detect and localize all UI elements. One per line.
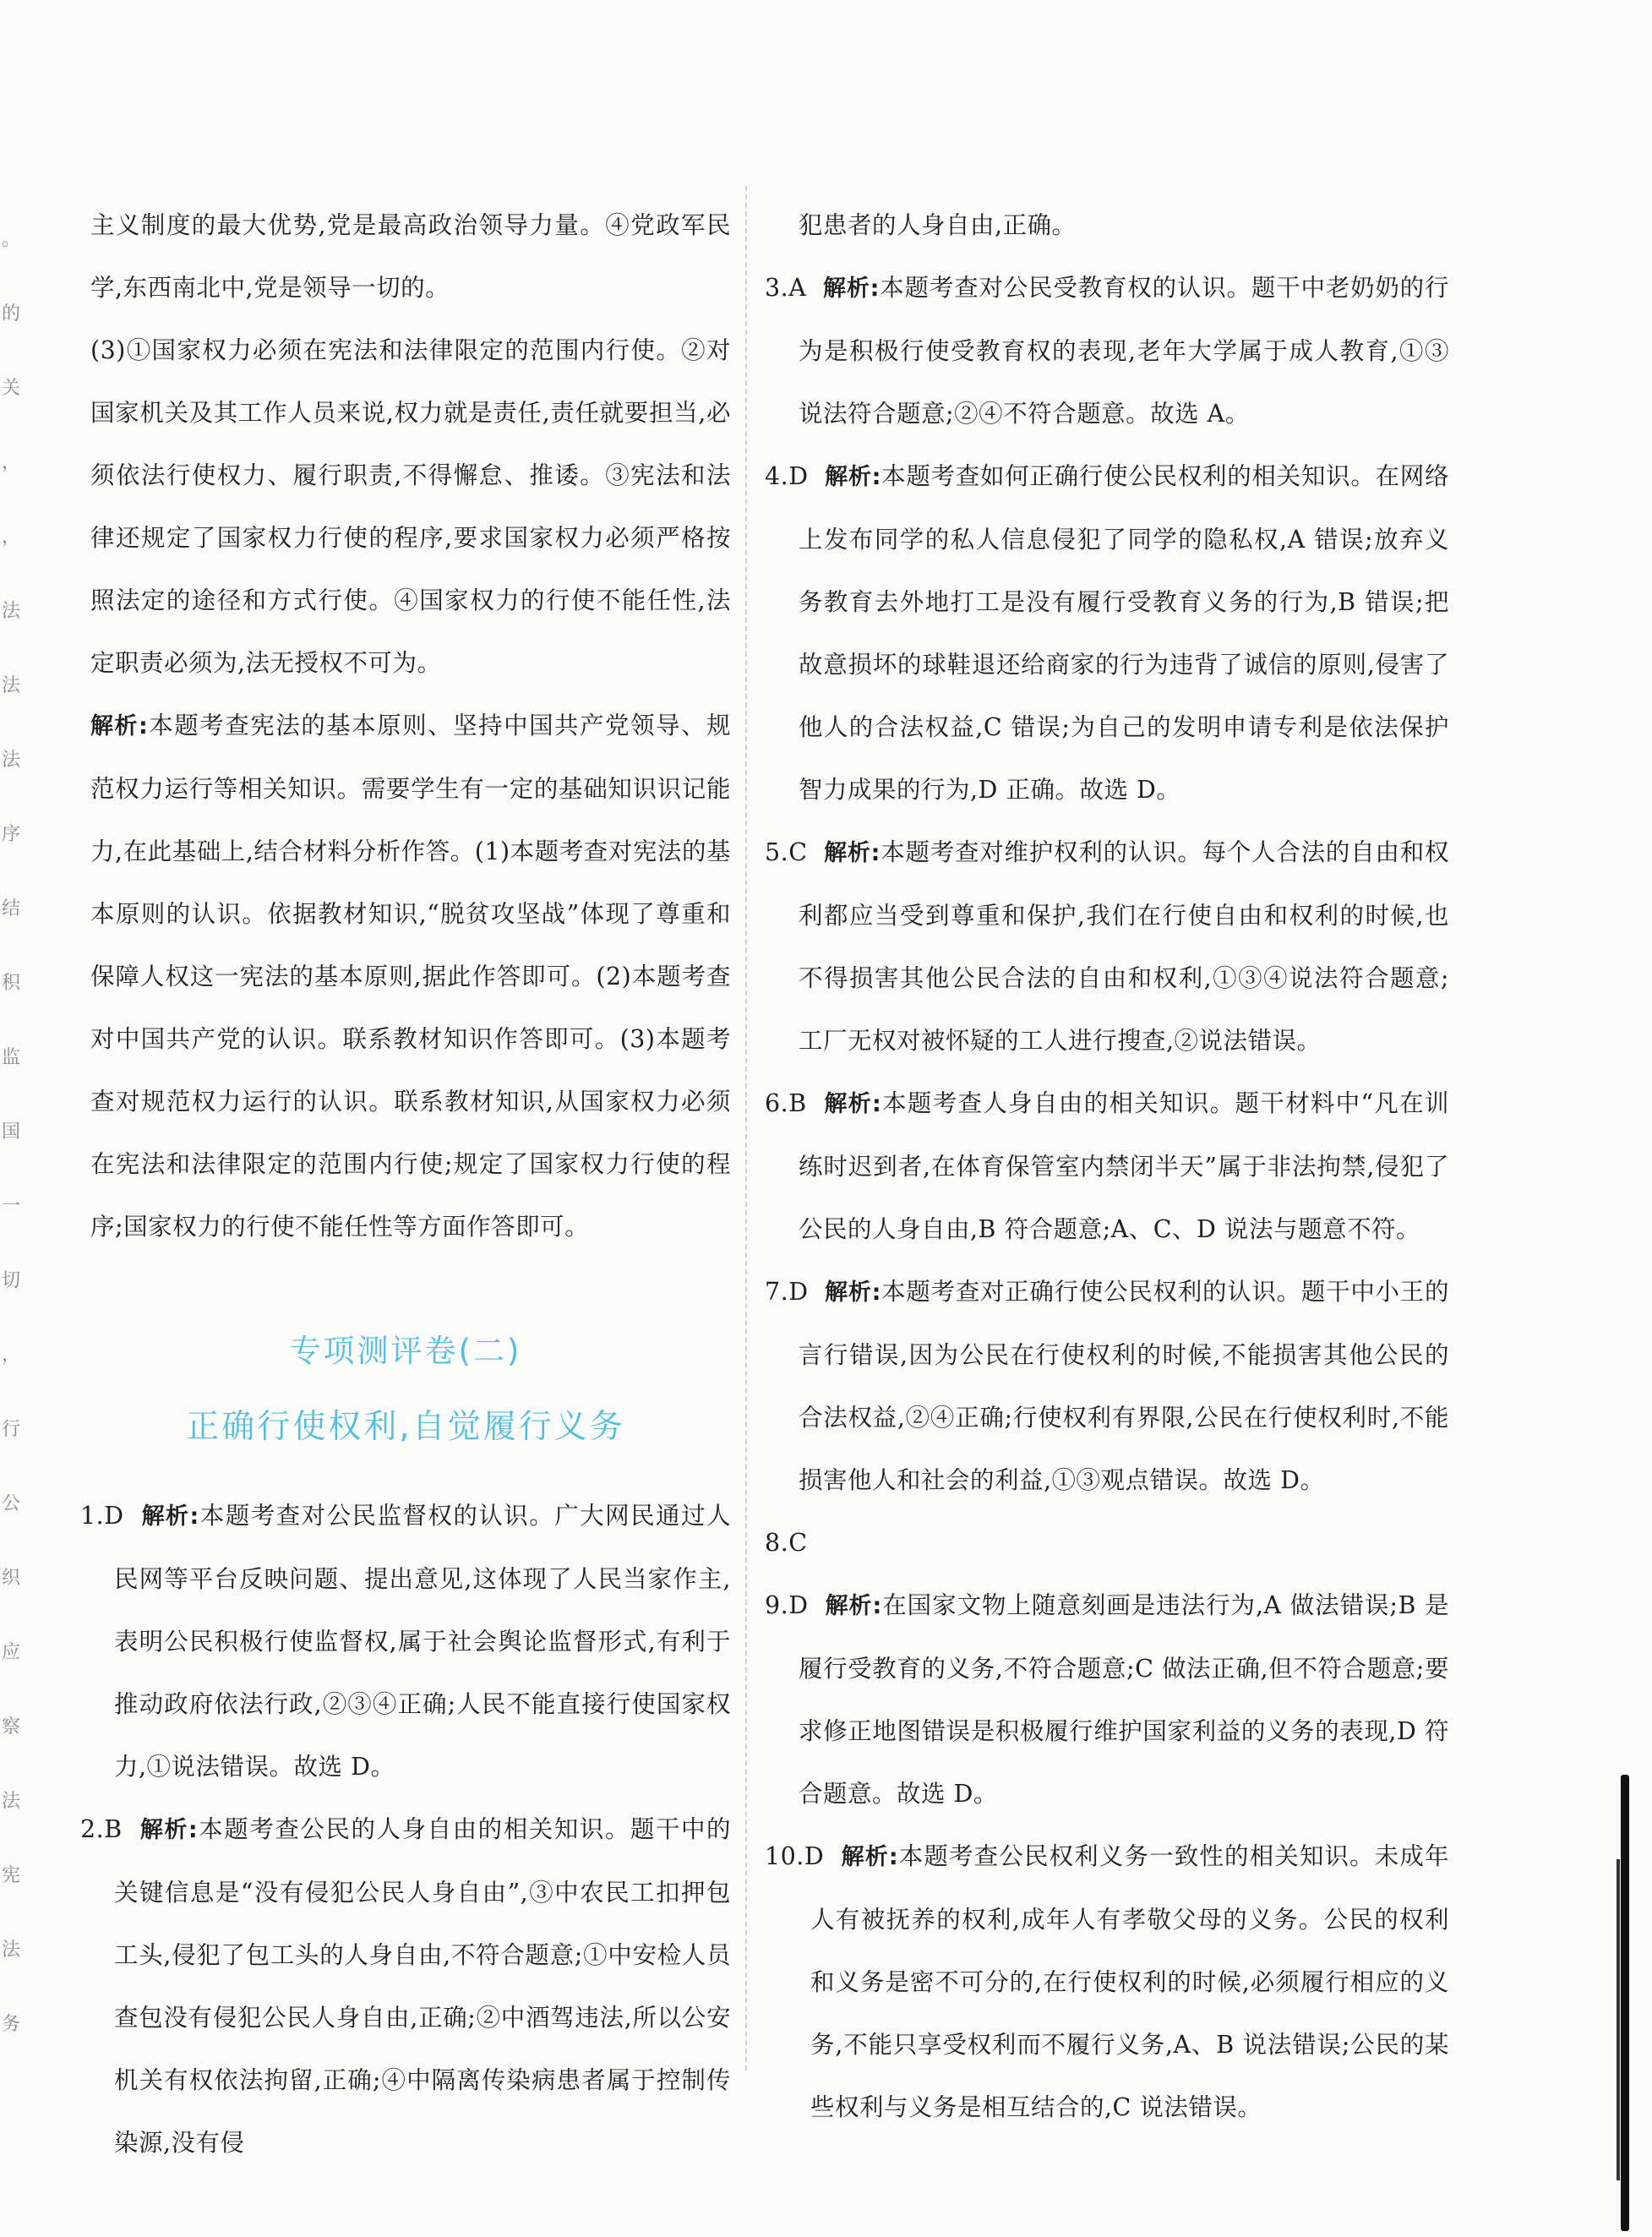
answer-item: [80, 1485, 731, 1798]
edge-fragment: 一: [2, 1196, 21, 1217]
analysis-paragraph: [80, 695, 731, 1258]
edge-fragment: 法: [2, 750, 21, 771]
analysis-label: 解析:: [841, 1844, 899, 1870]
analysis-label: 解析:: [139, 1817, 199, 1843]
scan-edge-bar: [1621, 1775, 1629, 2231]
edge-fragment: 关: [2, 378, 21, 399]
answer-text: 本题考查公民权利义务一致性的相关知识。未成年人有被抚养的权利,成年人有孝敬父母的义务。公民的权利和义务是密不可分的,在行使权利的时候,必须履行相应的义务,不能只享受权利而不履行义务,A、B 说法错误;公民的某些权利与义务是相互结合的,C 说法错误。: [810, 1842, 1449, 2121]
analysis-label: 解析:: [824, 840, 881, 866]
continuation-paragraph: 犯患者的人身自由,正确。: [799, 211, 1077, 239]
edge-fragment: ，: [2, 1345, 21, 1366]
answer-item: [765, 1574, 1449, 1825]
section-title: 专项测评卷(二): [289, 1333, 522, 1369]
edge-fragment: 织: [2, 1568, 21, 1589]
left-column: [80, 194, 731, 2174]
scan-edge-bar-inner: [1617, 1859, 1620, 2180]
answer-item: [765, 1825, 1449, 2139]
edge-fragment: 国: [2, 1121, 21, 1143]
edge-fragment: 务: [2, 2014, 21, 2035]
analysis-label: 解析:: [823, 276, 880, 302]
answer-item: [765, 1261, 1449, 1512]
edge-fragment: 。: [2, 229, 21, 250]
answer-number: 7.D: [765, 1278, 809, 1306]
analysis-text: 本题考查宪法的基本原则、坚持中国共产党领导、规范权力运行等相关知识。需要学生有一定的基础知识识记能力,在此基础上,结合材料分析作答。(1)本题考查对宪法的基本原则的认识。依据教材知识,“脱贫攻坚战”体现了尊重和保障人权这一宪法的基本原则,据此作答即可。(2)本题考查对中国共产党的认识。联系教材知识作答即可。(3)本题考查对规范权力运行的认识。联系教材知识,从国家权力必须在宪法和法律限定的范围内行使;规定了国家权力行使的程序;国家权力的行使不能任性等方面作答即可。: [90, 712, 731, 1241]
answer-number: 8.C: [765, 1529, 808, 1557]
answer-number: 2.B: [80, 1815, 123, 1843]
answer-number: 9.D: [765, 1591, 809, 1619]
answer-item: [765, 821, 1449, 1072]
edge-fragment: 切: [2, 1270, 21, 1291]
analysis-label: 解析:: [825, 1279, 881, 1306]
answer-text: 本题考查如何正确行使公民权利的相关知识。在网络上发布同学的私人信息侵犯了同学的隐私权,A 错误;放弃义务教育去外地打工是没有履行受教育义务的行为,B 错误;把故意损坏的球鞋退还给商家的行为违背了诚信的原则,侵害了他人的合法权益,C 错误;为自己的发明申请专利是依法保护智力成果的行为,D 正确。故选 D。: [799, 462, 1449, 804]
edge-fragment: 监: [2, 1047, 21, 1068]
edge-fragment: 法: [2, 601, 21, 622]
edge-fragment: 宪: [2, 1865, 21, 1886]
answer-item: [765, 1512, 1449, 1574]
answer-number: 10.D: [765, 1842, 825, 1870]
edge-fragment: 的: [2, 303, 21, 325]
analysis-label: 解析:: [825, 464, 881, 490]
answer-item: [80, 1798, 731, 2174]
edge-fragment: 行: [2, 1419, 21, 1440]
answer-text: 本题考查对维护权利的认识。每个人合法的自由和权利都应当受到尊重和保护,我们在行使自由和权利的时候,也不得损害其他公民合法的自由和权利,①③④说法符合题意;工厂无权对被怀疑的工人进行搜查,②说法错误。: [799, 838, 1449, 1055]
answer-text: 本题考查公民的人身自由的相关知识。题干中的关键信息是“没有侵犯公民人身自由”,③中农民工扣押包工头,侵犯了包工头的人身自由,不符合题意;①中安检人员查包没有侵犯公民人身自由,正确;②中酒驾违法,所以公安机关有权依法拘留,正确;④中隔离传染病患者属于控制传染源,没有侵: [114, 1815, 731, 2157]
answer-text: 本题考查对正确行使公民权利的认识。题干中小王的言行错误,因为公民在行使权利的时候,不能损害其他公民的合法权益,②④正确;行使权利有界限,公民在行使权利时,不能损害他人和社会的利益,①③观点错误。故选 D。: [799, 1278, 1449, 1494]
answer-text: 本题考查对公民受教育权的认识。题干中老奶奶的行为是积极行使受教育权的表现,老年大学属于成人教育,①③说法符合题意;②④不符合题意。故选 A。: [799, 274, 1449, 428]
edge-fragment: ，: [2, 527, 21, 548]
edge-fragment: 法: [2, 675, 21, 696]
column-divider: [745, 186, 747, 2071]
answer-item: [765, 1072, 1449, 1261]
edge-fragment: 序: [2, 824, 21, 845]
analysis-label: 解析:: [90, 713, 149, 739]
continuation-paragraph: 主义制度的最大优势,党是最高政治领导力量。④党政军民学,东西南北中,党是领导一切的。: [90, 211, 731, 302]
answer-item: [765, 445, 1449, 821]
edge-fragment: 公: [2, 1493, 21, 1514]
answer-number: 1.D: [80, 1502, 124, 1530]
answer-number: 4.D: [765, 462, 809, 490]
edge-fragment: 应: [2, 1642, 21, 1663]
answer-number: 5.C: [765, 838, 808, 866]
edge-fragment: ，: [2, 452, 21, 473]
edge-fragment: 积: [2, 973, 21, 994]
right-column: [765, 194, 1449, 2139]
analysis-label: 解析:: [141, 1503, 199, 1530]
edge-fragment: 法: [2, 1940, 21, 1961]
answer-text: 在国家文物上随意刻画是违法行为,A 做法错误;B 是履行受教育的义务,不符合题意;C 做法正确,但不符合题意;要求修正地图错误是积极履行维护国家利益的义务的表现,D 符合题意。故选 D。: [799, 1591, 1449, 1808]
section-subtitle: 正确行使权利,自觉履行义务: [186, 1408, 625, 1446]
answer-number: 6.B: [765, 1089, 807, 1117]
answer-text: 本题考查人身自由的相关知识。题干材料中“凡在训练时迟到者,在体育保管室内禁闭半天”属于非法拘禁,侵犯了公民的人身自由,B 符合题意;A、C、D 说法与题意不符。: [799, 1089, 1449, 1243]
edge-fragment: 结: [2, 898, 21, 919]
cropped-edge-text: [2, 203, 22, 2062]
answer-text: 本题考查对公民监督权的认识。广大网民通过人民网等平台反映问题、提出意见,这体现了人民当家作主,表明公民积极行使监督权,属于社会舆论监督形式,有利于推动政府依法行政,②③④正确;人民不能直接行使国家权力,①说法错误。故选 D。: [114, 1502, 731, 1781]
edge-fragment: 法: [2, 1791, 21, 1812]
edge-fragment: 察: [2, 1716, 21, 1738]
analysis-label: 解析:: [825, 1593, 882, 1619]
analysis-label: 解析:: [824, 1091, 882, 1117]
continuation-paragraph: (3)①国家权力必须在宪法和法律限定的范围内行使。②对国家机关及其工作人员来说,权力就是责任,责任就要担当,必须依法行使权力、履行职责,不得懈怠、推诿。③宪法和法律还规定了国家权力行使的程序,要求国家权力必须严格按照法定的途径和方式行使。④国家权力的行使不能任性,法定职责必须为,法无授权不可为。: [90, 336, 731, 677]
answer-item: [765, 257, 1449, 445]
answer-number: 3.A: [765, 274, 807, 302]
